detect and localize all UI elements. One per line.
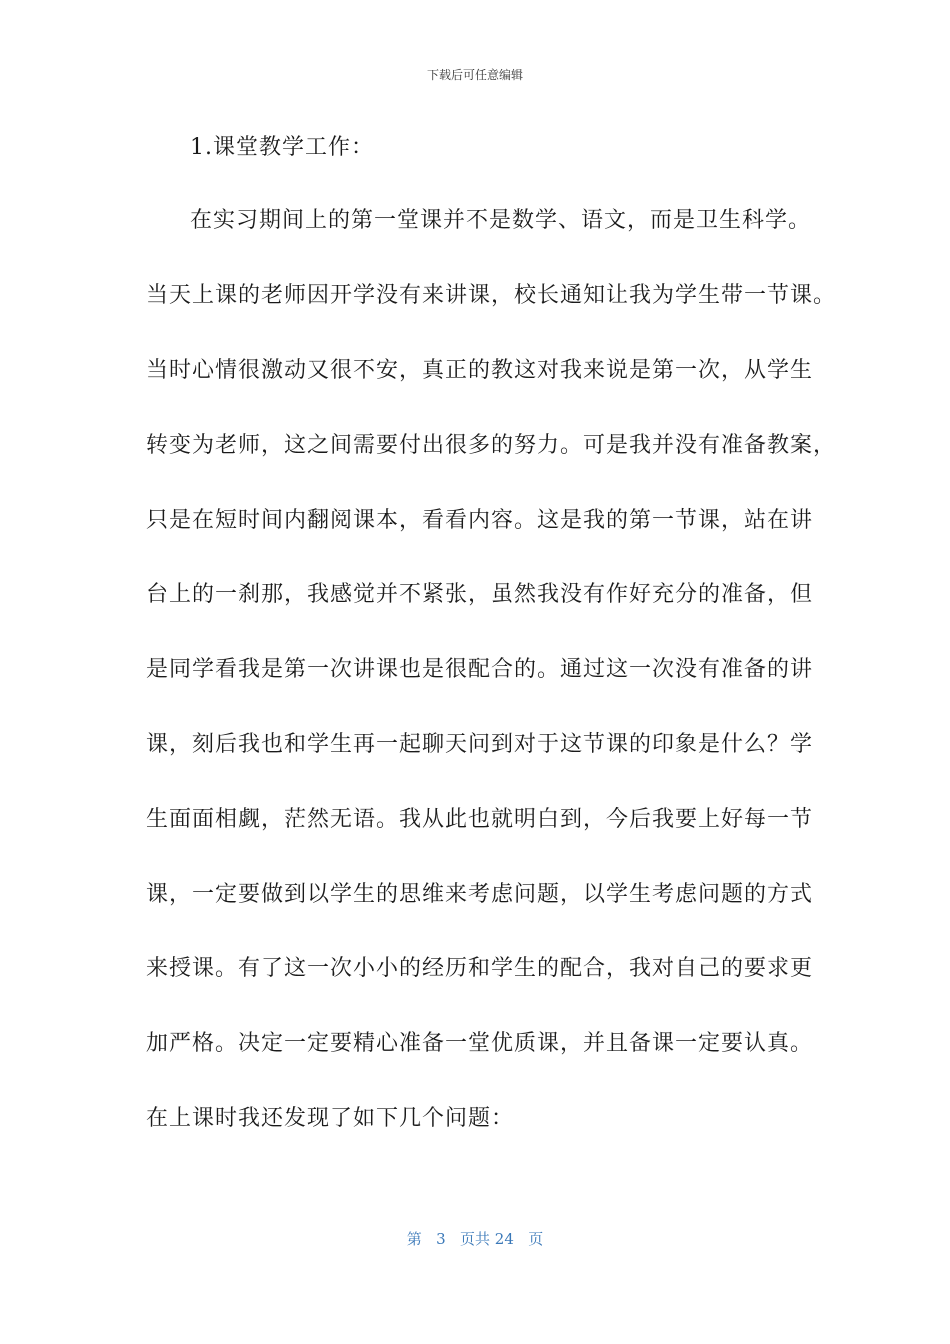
paragraph-line: 台上的一刹那，我感觉并不紧张，虽然我没有作好充分的准备，但 [146,582,814,607]
paragraph-line: 加严格。决定一定要精心准备一堂优质课，并且备课一定要认真。 [146,1031,814,1056]
page-total-number: 24 [494,1230,514,1248]
page-current-number: 3 [436,1230,446,1248]
page-header: 下载后可任意编辑 [426,68,523,82]
section-heading: 1.课堂教学工作： [190,135,374,160]
paragraph-line: 生面面相觑，茫然无语。我从此也就明白到，今后我要上好每一节 [146,807,814,832]
page-label-middle: 页共 [459,1230,490,1248]
paragraph-line: 当天上课的老师因开学没有来讲课，校长通知让我为学生带一节课。 [146,283,837,308]
paragraph-line: 当时心情很激动又很不安，真正的教这对我来说是第一次，从学生 [146,358,814,383]
paragraph-line: 在上课时我还发现了如下几个问题： [146,1106,515,1131]
page-label-prefix: 第 [406,1230,422,1248]
paragraph-line: 转变为老师，这之间需要付出很多的努力。可是我并没有准备教案， [146,433,837,458]
paragraph-line: 是同学看我是第一次讲课也是很配合的。通过这一次没有准备的讲 [146,657,814,682]
page-footer [0,1229,950,1249]
paragraph-line: 课，刻后我也和学生再一起聊天问到对于这节课的印象是什么？学 [146,732,814,757]
paragraph-line: 来授课。有了这一次小小的经历和学生的配合，我对自己的要求更 [146,956,814,981]
page-label-suffix: 页 [528,1230,544,1248]
paragraph-line: 只是在短时间内翻阅课本，看看内容。这是我的第一节课，站在讲 [146,508,814,533]
paragraph-line: 在实习期间上的第一堂课并不是数学、语文，而是卫生科学。 [190,208,812,233]
paragraph-line: 课，一定要做到以学生的思维来考虑问题，以学生考虑问题的方式 [146,882,814,907]
